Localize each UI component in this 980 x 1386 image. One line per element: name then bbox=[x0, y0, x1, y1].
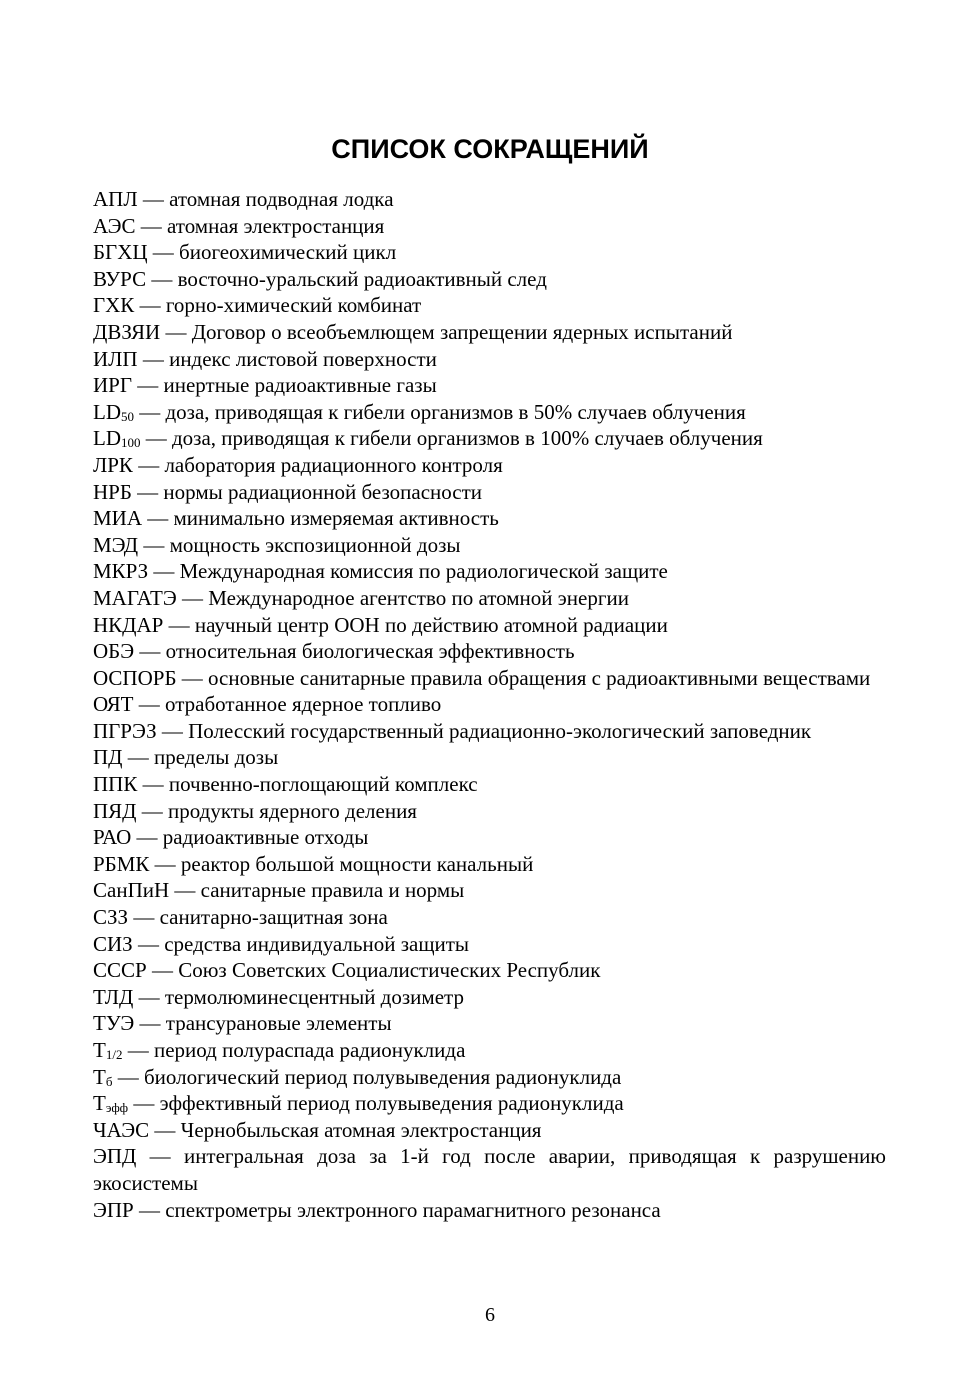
abbreviation-term-text: АПЛ bbox=[93, 187, 138, 211]
abbreviation-item bbox=[93, 452, 886, 479]
abbreviation-separator: — bbox=[128, 905, 160, 930]
abbreviation-definition: Договор о всеобъемлющем запрещении ядерных испытаний bbox=[191, 319, 733, 344]
abbreviation-separator: — bbox=[137, 346, 170, 371]
abbreviation-item bbox=[93, 1143, 886, 1196]
abbreviation-definition: санитарные правила и нормы bbox=[200, 878, 465, 903]
abbreviation-definition: интегральная доза за 1-й год после аварии, приводящая к разрушению экосистемы bbox=[93, 1144, 886, 1195]
abbreviation-separator: — bbox=[122, 745, 154, 770]
abbreviation-term-text: ИРГ bbox=[93, 373, 132, 398]
abbreviation-term-text: НКДАР bbox=[93, 612, 164, 637]
abbreviation-term bbox=[93, 214, 136, 238]
abbreviation-separator: — bbox=[176, 665, 208, 690]
abbreviation-term-text: СанПиН bbox=[93, 878, 170, 903]
abbreviation-term bbox=[93, 745, 123, 769]
page-number: 6 bbox=[485, 1304, 495, 1326]
abbreviation-separator: — bbox=[176, 585, 209, 610]
abbreviation-item bbox=[93, 957, 886, 984]
abbreviation-term-text: ОБЭ bbox=[93, 639, 135, 664]
abbreviation-term bbox=[93, 1091, 128, 1115]
abbreviation-separator: — bbox=[140, 426, 172, 451]
abbreviation-separator: — bbox=[133, 1197, 166, 1222]
abbreviation-term bbox=[93, 825, 131, 849]
abbreviation-term-text: СИЗ bbox=[93, 931, 133, 956]
abbreviation-item bbox=[93, 425, 886, 452]
abbreviation-separator: — bbox=[146, 958, 179, 983]
abbreviation-item bbox=[93, 239, 886, 266]
abbreviation-term-text: Т bbox=[93, 1038, 106, 1062]
abbreviation-item bbox=[93, 1037, 886, 1064]
abbreviation-term bbox=[93, 453, 133, 477]
abbreviation-term bbox=[93, 480, 132, 504]
abbreviation-item bbox=[93, 266, 886, 293]
abbreviation-term-text: СЗЗ bbox=[93, 905, 129, 930]
abbreviation-term bbox=[93, 586, 177, 610]
abbreviation-term bbox=[93, 878, 169, 902]
abbreviation-separator: — bbox=[156, 718, 189, 743]
abbreviation-definition: биологический период полувыведения радионуклида bbox=[143, 1064, 622, 1089]
abbreviation-term-text: ВУРС bbox=[93, 266, 147, 291]
abbreviation-item bbox=[93, 824, 886, 851]
abbreviation-separator: — bbox=[136, 798, 168, 823]
abbreviation-term bbox=[93, 719, 157, 743]
abbreviation-term-text: Т bbox=[93, 1091, 106, 1116]
abbreviation-separator: — bbox=[134, 1011, 166, 1036]
abbreviation-term bbox=[93, 692, 134, 716]
abbreviation-item bbox=[93, 1064, 886, 1091]
abbreviation-term-text: ДВЗЯИ bbox=[93, 319, 161, 344]
abbreviation-term-text: ТУЭ bbox=[93, 1011, 135, 1036]
abbreviation-term bbox=[93, 666, 177, 690]
abbreviation-item bbox=[93, 718, 886, 745]
abbreviation-separator: — bbox=[135, 213, 168, 238]
abbreviation-separator: — bbox=[149, 1117, 181, 1142]
abbreviation-separator: — bbox=[128, 1091, 160, 1116]
abbreviation-separator: — bbox=[137, 772, 169, 797]
abbreviation-separator: — bbox=[134, 639, 166, 664]
abbreviation-definition: реактор большой мощности канальный bbox=[180, 851, 534, 876]
abbreviation-item bbox=[93, 346, 886, 373]
abbreviation-item bbox=[93, 585, 886, 612]
abbreviation-item bbox=[93, 479, 886, 506]
abbreviation-term-text: ПГРЭЗ bbox=[93, 718, 157, 743]
abbreviation-term-text: LD bbox=[93, 426, 121, 451]
abbreviation-term-text: МАГАТЭ bbox=[93, 585, 177, 610]
abbreviation-item bbox=[93, 771, 886, 798]
abbreviation-definition: эффективный период полувыведения радионуклида bbox=[159, 1091, 624, 1116]
abbreviation-separator: — bbox=[169, 878, 201, 903]
abbreviation-definition: нормы радиационной безопасности bbox=[163, 479, 483, 504]
abbreviation-term bbox=[93, 347, 138, 371]
abbreviation-item bbox=[93, 558, 886, 585]
abbreviation-item bbox=[93, 1090, 886, 1117]
abbreviation-term-text: ППК bbox=[93, 772, 138, 797]
abbreviation-item bbox=[93, 213, 886, 240]
abbreviation-term bbox=[93, 320, 160, 344]
abbreviation-item bbox=[93, 984, 886, 1011]
abbreviation-term-text: ПД bbox=[93, 745, 123, 770]
abbreviation-term-text: РАО bbox=[93, 825, 132, 850]
abbreviation-definition: мощность экспозиционной дозы bbox=[169, 532, 461, 557]
abbreviation-definition: отработанное ядерное топливо bbox=[165, 692, 442, 717]
abbreviation-item bbox=[93, 638, 886, 665]
abbreviation-term-text: НРБ bbox=[93, 479, 132, 504]
abbreviation-definition: Союз Советских Социалистических Республик bbox=[178, 958, 601, 983]
abbreviation-list bbox=[93, 186, 886, 1223]
abbreviation-definition: доза, приводящая к гибели организмов в 100% случаев облучения bbox=[172, 426, 763, 451]
abbreviation-term-subscript: б bbox=[105, 1073, 113, 1089]
abbreviation-item bbox=[93, 691, 886, 718]
abbreviation-definition: горно-химический комбинат bbox=[165, 293, 422, 318]
abbreviation-term-text: МКРЗ bbox=[93, 559, 149, 584]
abbreviation-term-text: ЭПД bbox=[93, 1144, 137, 1169]
abbreviation-definition: пределы дозы bbox=[154, 745, 279, 770]
abbreviation-term bbox=[93, 958, 147, 982]
abbreviation-definition: радиоактивные отходы bbox=[162, 825, 369, 850]
abbreviation-term-subscript: 50 bbox=[121, 408, 134, 424]
abbreviation-term-text: ОСПОРБ bbox=[93, 665, 177, 690]
abbreviation-term bbox=[93, 533, 138, 557]
abbreviation-term-text: ЭПР bbox=[93, 1197, 134, 1222]
abbreviation-definition: индекс листовой поверхности bbox=[169, 346, 437, 371]
abbreviation-separator: — bbox=[122, 1038, 154, 1062]
abbreviation-separator: — bbox=[148, 559, 180, 584]
abbreviation-definition: Международная комиссия по радиологической защите bbox=[179, 559, 668, 584]
abbreviation-term bbox=[93, 187, 138, 211]
abbreviation-item bbox=[93, 1010, 886, 1037]
abbreviation-term-text: СССР bbox=[93, 958, 147, 983]
abbreviation-term-subscript: 1/2 bbox=[105, 1047, 123, 1062]
abbreviation-term bbox=[93, 1144, 136, 1168]
abbreviation-separator: — bbox=[134, 293, 166, 318]
abbreviation-item bbox=[93, 505, 886, 532]
abbreviation-term bbox=[93, 1038, 122, 1062]
abbreviation-term bbox=[93, 267, 146, 291]
abbreviation-item bbox=[93, 532, 886, 559]
abbreviation-term-text: ИЛП bbox=[93, 346, 138, 371]
abbreviation-definition: инертные радиоактивные газы bbox=[163, 373, 437, 398]
abbreviation-definition: продукты ядерного деления bbox=[168, 798, 417, 823]
abbreviation-item bbox=[93, 665, 886, 692]
abbreviation-item bbox=[93, 186, 886, 213]
abbreviation-separator: — bbox=[142, 506, 174, 531]
abbreviation-separator: — bbox=[146, 266, 178, 291]
abbreviation-separator: — bbox=[133, 984, 165, 1009]
abbreviation-term bbox=[93, 506, 142, 530]
abbreviation-definition: спектрометры электронного парамагнитного резонанса bbox=[165, 1197, 661, 1222]
abbreviation-definition: лаборатория радиационного контроля bbox=[164, 452, 503, 477]
abbreviation-term-subscript: эфф bbox=[105, 1100, 129, 1116]
abbreviation-term bbox=[93, 559, 148, 583]
abbreviation-separator: — bbox=[133, 692, 165, 717]
abbreviation-definition: минимально измеряемая активность bbox=[173, 506, 499, 531]
abbreviation-term-text: МЭД bbox=[93, 532, 139, 557]
abbreviation-separator: — bbox=[149, 851, 181, 876]
abbreviation-term bbox=[93, 639, 134, 663]
abbreviation-definition: санитарно-защитная зона bbox=[159, 905, 388, 930]
abbreviation-term bbox=[93, 400, 134, 424]
abbreviation-term-text: ЧАЭС bbox=[93, 1117, 150, 1142]
abbreviation-term-text: LD bbox=[93, 399, 121, 424]
abbreviation-term-text: РБМК bbox=[93, 851, 150, 876]
abbreviation-term bbox=[93, 905, 128, 929]
abbreviation-item bbox=[93, 1117, 886, 1144]
abbreviation-definition: период полураспада радионуклида bbox=[153, 1038, 466, 1062]
abbreviation-item bbox=[93, 931, 886, 958]
abbreviation-term bbox=[93, 852, 149, 876]
abbreviation-term bbox=[93, 1118, 149, 1142]
abbreviation-term bbox=[93, 1065, 112, 1089]
abbreviation-definition: восточно-уральский радиоактивный след bbox=[177, 266, 547, 291]
abbreviation-term-text: ЛРК bbox=[93, 452, 133, 477]
abbreviation-definition: научный центр ООН по действию атомной радиации bbox=[194, 612, 668, 637]
abbreviation-item bbox=[93, 319, 886, 346]
abbreviation-term bbox=[93, 932, 133, 956]
abbreviation-definition: почвенно-поглощающий комплекс bbox=[168, 772, 478, 797]
abbreviation-item bbox=[93, 877, 886, 904]
abbreviation-item bbox=[93, 399, 886, 426]
abbreviation-term bbox=[93, 799, 137, 823]
abbreviation-term bbox=[93, 613, 163, 637]
abbreviation-definition: Чернобыльская атомная электростанция bbox=[180, 1117, 542, 1142]
abbreviation-term bbox=[93, 985, 133, 1009]
abbreviation-separator: — bbox=[134, 399, 166, 424]
abbreviation-separator: — bbox=[147, 240, 180, 265]
abbreviation-term-text: МИА bbox=[93, 506, 143, 531]
abbreviation-term bbox=[93, 373, 132, 397]
abbreviation-definition: трансурановые элементы bbox=[165, 1011, 392, 1036]
abbreviation-separator: — bbox=[137, 187, 170, 211]
abbreviation-definition: термолюминесцентный дозиметр bbox=[164, 984, 464, 1009]
abbreviation-term-text: АЭС bbox=[93, 213, 136, 238]
abbreviation-term bbox=[93, 240, 148, 264]
abbreviation-definition: атомная подводная лодка bbox=[169, 187, 394, 211]
abbreviation-separator: — bbox=[138, 532, 170, 557]
abbreviation-separator: — bbox=[132, 931, 165, 956]
abbreviation-definition: биогеохимический цикл bbox=[179, 240, 397, 265]
abbreviation-separator: — bbox=[163, 612, 195, 637]
abbreviation-separator: — bbox=[131, 479, 164, 504]
abbreviation-definition: атомная электростанция bbox=[167, 213, 385, 238]
abbreviation-definition: основные санитарные правила обращения с радиоактивными веществами bbox=[208, 665, 871, 690]
page-title: СПИСОК СОКРАЩЕНИЙ bbox=[331, 134, 649, 164]
abbreviation-term-text: ПЯД bbox=[93, 798, 137, 823]
abbreviation-separator: — bbox=[131, 825, 163, 850]
abbreviation-definition: доза, приводящая к гибели организмов в 50% случаев облучения bbox=[165, 399, 746, 424]
abbreviation-separator: — bbox=[132, 373, 164, 398]
abbreviation-term-text: Т bbox=[93, 1064, 106, 1089]
abbreviation-separator: — bbox=[132, 452, 165, 477]
abbreviation-term bbox=[93, 426, 141, 450]
abbreviation-item bbox=[93, 292, 886, 319]
abbreviation-term bbox=[93, 293, 134, 317]
abbreviation-definition: средства индивидуальной защиты bbox=[164, 931, 470, 956]
abbreviation-item bbox=[93, 851, 886, 878]
abbreviation-item bbox=[93, 612, 886, 639]
abbreviation-separator: — bbox=[136, 1144, 184, 1169]
abbreviation-term-text: ТЛД bbox=[93, 984, 134, 1009]
abbreviation-definition: Международное агентство по атомной энергии bbox=[208, 585, 629, 610]
abbreviation-item bbox=[93, 904, 886, 931]
abbreviation-term-text: ГХК bbox=[93, 293, 135, 318]
abbreviation-term-text: ОЯТ bbox=[93, 692, 134, 717]
abbreviation-item bbox=[93, 798, 886, 825]
abbreviation-term-text: БГХЦ bbox=[93, 240, 148, 265]
abbreviation-item bbox=[93, 744, 886, 771]
abbreviation-definition: относительная биологическая эффективность bbox=[165, 639, 575, 664]
abbreviation-separator: — bbox=[112, 1064, 144, 1089]
abbreviation-item bbox=[93, 1197, 886, 1224]
abbreviation-term-subscript: 100 bbox=[121, 435, 141, 451]
abbreviation-term bbox=[93, 1198, 134, 1222]
abbreviation-term bbox=[93, 1011, 134, 1035]
abbreviation-item bbox=[93, 372, 886, 399]
abbreviation-separator: — bbox=[160, 319, 192, 344]
abbreviation-definition: Полесский государственный радиационно-экологический заповедник bbox=[188, 718, 812, 743]
abbreviation-term bbox=[93, 772, 137, 796]
